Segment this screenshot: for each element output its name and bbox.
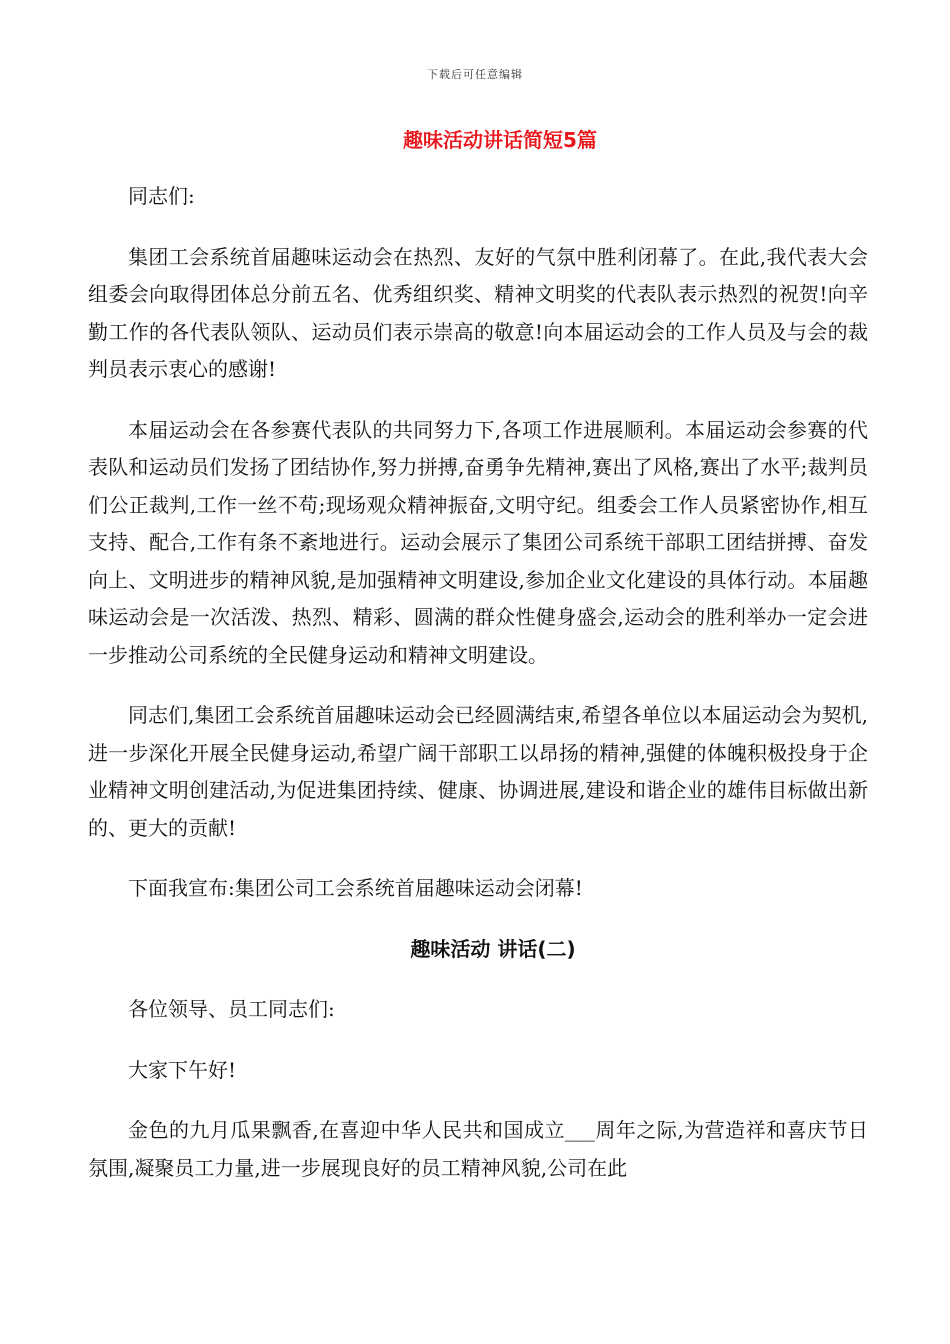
section-subtitle: 趣味活动 讲话(二)	[410, 936, 576, 961]
paragraph-5-text-b: 周年之际,为营造祥和喜庆节日氛围,凝聚员工力量,进一步展现良好的员工精神风貌,公司在此	[88, 1118, 868, 1180]
paragraph-3: 同志们,集团工会系统首届趣味运动会已经圆满结束,希望各单位以本届运动会为契机,进一步深化开展全民健身运动,希望广阔干部职工以昂扬的精神,强健的体魄积极投身于企业精神文明创建活动,为促进集团持续、健康、协调进展,建设和谐企业的雄伟目标做出新的、更大的贡献!	[88, 703, 868, 840]
header-note: 下载后可任意编辑	[427, 68, 523, 81]
fill-in-blank: ___	[564, 1118, 595, 1142]
greeting-1: 同志们:	[128, 184, 195, 208]
paragraph-5	[88, 1112, 868, 1187]
paragraph-2: 本届运动会在各参赛代表队的共同努力下,各项工作进展顺利。本届运动会参赛的代表队和运动员们发扬了团结协作,努力拼搏,奋勇争先精神,赛出了风格,赛出了水平;裁判员们公正裁判,工作一丝不苟;现场观众精神振奋,文明守纪。组委会工作人员紧密协作,相互支持、配合,工作有条不紊地进行。运动会展示了集团公司系统干部职工团结拼搏、奋发向上、文明进步的精神风貌,是加强精神文明建设,参加企业文化建设的具体行动。本届趣味运动会是一次活泼、热烈、精彩、圆满的群众性健身盛会,运动会的胜利举办一定会进一步推动公司系统的全民健身运动和精神文明建设。	[88, 417, 868, 667]
paragraph-1: 集团工会系统首届趣味运动会在热烈、友好的气氛中胜利闭幕了。在此,我代表大会组委会向取得团体总分前五名、优秀组织奖、精神文明奖的代表队表示热烈的祝贺!向辛勤工作的各代表队领队、运动员们表示崇高的敬意!向本届运动会的工作人员及与会的裁判员表示衷心的感谢!	[88, 244, 868, 381]
document-title: 趣味活动讲话简短5篇	[403, 128, 597, 152]
salutation: 大家下午好!	[128, 1057, 237, 1082]
document-body	[88, 178, 868, 1187]
paragraph-4: 下面我宣布:集团公司工会系统首届趣味运动会闭幕!	[128, 876, 583, 900]
greeting-2: 各位领导、员工同志们:	[128, 997, 335, 1021]
paragraph-5-text-a: 金色的九月瓜果飘香,在喜迎中华人民共和国成立	[128, 1118, 565, 1142]
